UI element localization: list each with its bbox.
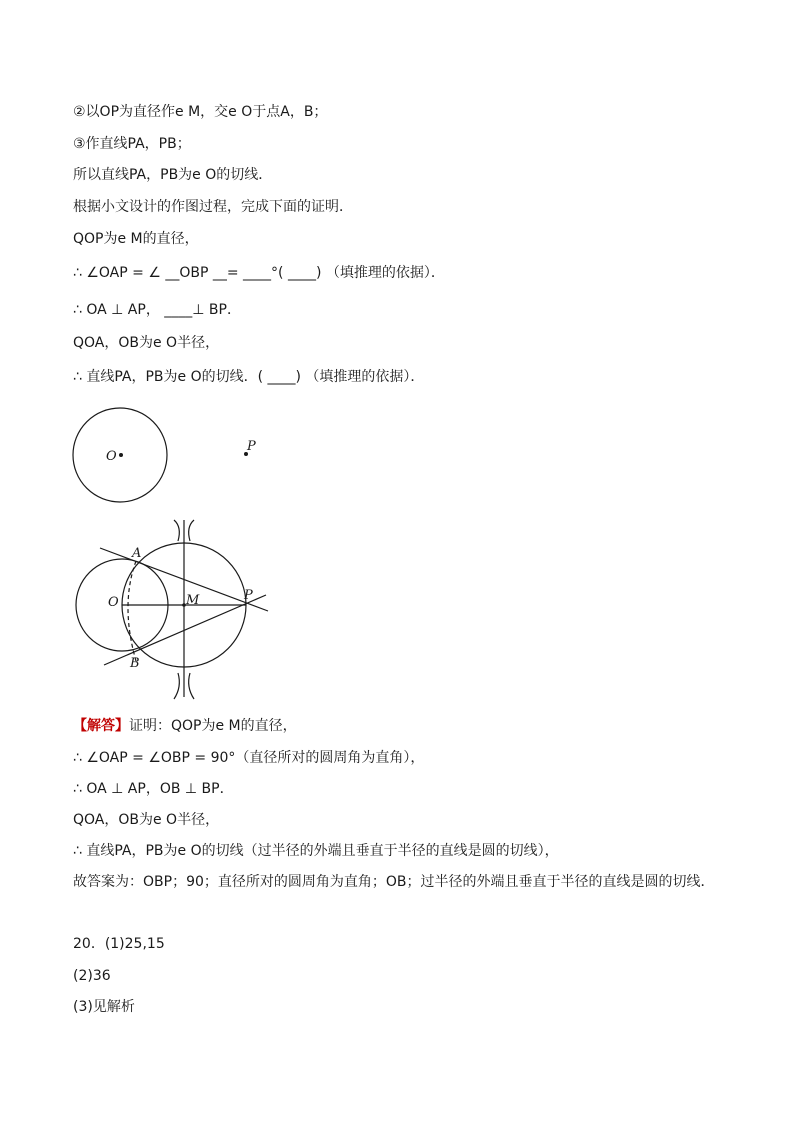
label-a: A — [132, 546, 142, 561]
answer-line-4: QOA，OB为e O半径， — [73, 812, 220, 828]
proof-line-1: QOP为e M的直径， — [73, 231, 199, 247]
proof-line-3: ∴ OA ⊥ AP， ____⊥ BP． — [73, 302, 241, 318]
arc-mark-top-right — [189, 520, 194, 541]
q20-line-1: 20．(1)25,15 — [73, 936, 165, 952]
figure-construction — [70, 515, 280, 710]
answer-line-5: ∴ 直线PA，PB为e O的切线（过半径的外端且垂直于半径的直线是圆的切线）， — [73, 843, 559, 859]
arc-mark-bottom-right — [189, 673, 194, 699]
conclusion-line: 所以直线PA，PB为e O的切线． — [73, 167, 273, 183]
figure-circle-o-point-p — [60, 395, 280, 515]
answer-line-2: ∴ ∠OAP = ∠OBP = 90°（直径所对的圆周角为直角）， — [73, 750, 425, 766]
label-m: M — [186, 593, 200, 608]
step-2-line: ②以OP为直径作e M，交e O于点A，B； — [73, 104, 328, 120]
center-o-dot — [119, 453, 123, 457]
label-p: P — [244, 588, 253, 603]
q20-line-2: (2)36 — [73, 968, 111, 984]
proof-line-2: ∴ ∠OAP = ∠ __OBP __= ____°( ____) （填推理的依据）． — [73, 265, 445, 281]
answer-line-1 — [73, 716, 297, 736]
label-p: P — [247, 439, 256, 454]
proof-line-5: ∴ 直线PA，PB为e O的切线．( ____) （填推理的依据）． — [73, 369, 425, 385]
arc-mark-top-left — [174, 520, 179, 541]
q20-line-3: (3)见解析 — [73, 999, 135, 1015]
step-3-line: ③作直线PA，PB； — [73, 136, 191, 152]
label-b: B — [130, 656, 140, 671]
arc-mark-bottom-left — [174, 673, 179, 699]
label-o: O — [106, 449, 117, 464]
answer-text-1: 证明：QOP为e M的直径， — [129, 718, 297, 734]
answer-line-6: 故答案为：OBP；90；直径所对的圆周角为直角；OB；过半径的外端且垂直于半径的直线是圆的切线． — [73, 874, 715, 890]
label-o: O — [108, 595, 119, 610]
answer-line-3: ∴ OA ⊥ AP，OB ⊥ BP． — [73, 781, 234, 797]
answer-tag: 【解答】 — [73, 718, 129, 734]
instruction-line: 根据小文设计的作图过程，完成下面的证明． — [73, 199, 353, 215]
proof-line-4: QOA，OB为e O半径， — [73, 335, 220, 351]
